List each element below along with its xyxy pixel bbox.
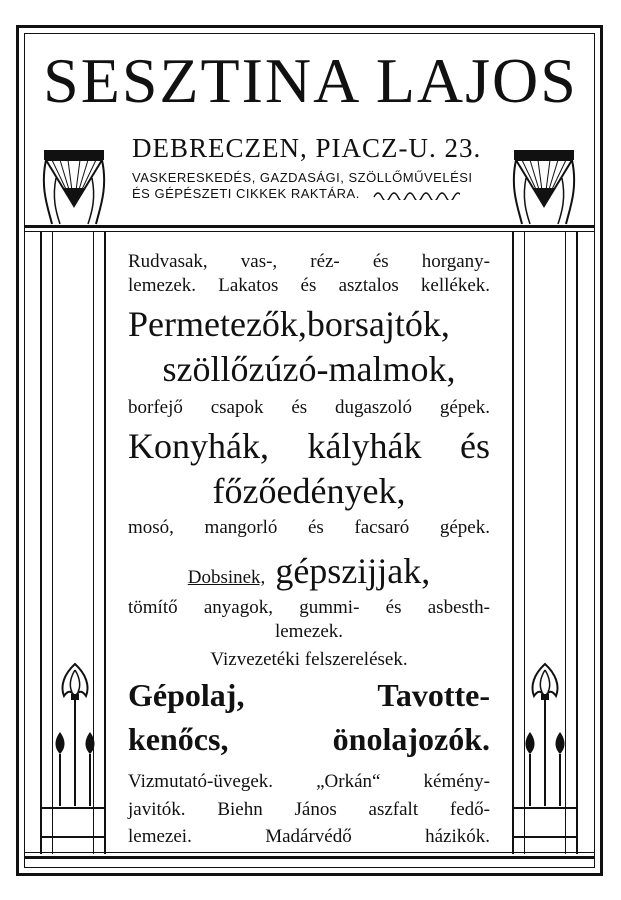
text-vizvezeteki: Vizvezetéki felszerelések. [210,649,408,670]
text-gepolaj: Gépolaj, Tavotte- [128,677,490,713]
text-vizmutato-line3: lemezei. Madárvédő házikók. [128,826,490,847]
text-vizmutato-line1: Vizmutató-üvegek. „Orkán“ kémény- [128,771,490,792]
text-dobsinek-line [128,550,490,601]
header-divider [24,225,595,228]
address: DEBRECZEN, PIACZ-U. 23. [132,133,482,163]
text-gepszijjak: gépszijjak, [275,551,431,591]
text-moso: mosó, mangorló és facsaró gépek. [128,517,490,538]
fan-ornament-right-icon [512,148,576,226]
text-tomito-line1: tömítő anyagok, gummi- és asbesth- [128,597,490,618]
wave-scroll-ornament [372,190,460,200]
text-szollozuzo: szöllőzúzó-malmok, [162,349,456,389]
text-vizmutato-line2: javitók. Biehn János aszfalt fedő- [128,799,490,820]
text-dobsinek: Dobsinek, [187,567,266,588]
business-description-line1: VASKERESKEDÉS, GAZDASÁGI, SZÖLLŐMŰVELÉSI [132,170,473,185]
company-name: SESZTINA LAJOS [43,45,578,116]
text-tomito-line2: lemezek. [274,621,344,642]
business-description-line2-text: ÉS GÉPÉSZETI CIKKEK RAKTÁRA. [132,186,360,201]
fan-ornament-left-icon [42,148,106,226]
footer-divider [24,856,595,859]
text-fozoedenyek: főzőedények, [212,471,406,511]
right-column-base-rule [514,836,576,838]
text-permetezok: Permetezők,borsajtók, [128,304,450,344]
footer-divider-thin [24,852,595,853]
text-rudvasak-line1: Rudvasak, vas-, réz- és horgany- [128,251,490,272]
text-rudvasak-line2: lemezek. Lakatos és asztalos kellékek. [128,275,490,296]
left-column-base-rule [42,836,104,838]
flower-ornament-left-icon [50,660,100,810]
header-divider-thin [24,231,595,232]
text-kenocs: kenőcs, önolajozók. [128,721,490,757]
text-konyhak: Konyhák, kályhák és [128,426,490,466]
business-description-line2 [132,186,460,202]
flower-ornament-right-icon [520,660,570,810]
text-borfejo: borfejő csapok és dugaszoló gépek. [128,397,490,418]
